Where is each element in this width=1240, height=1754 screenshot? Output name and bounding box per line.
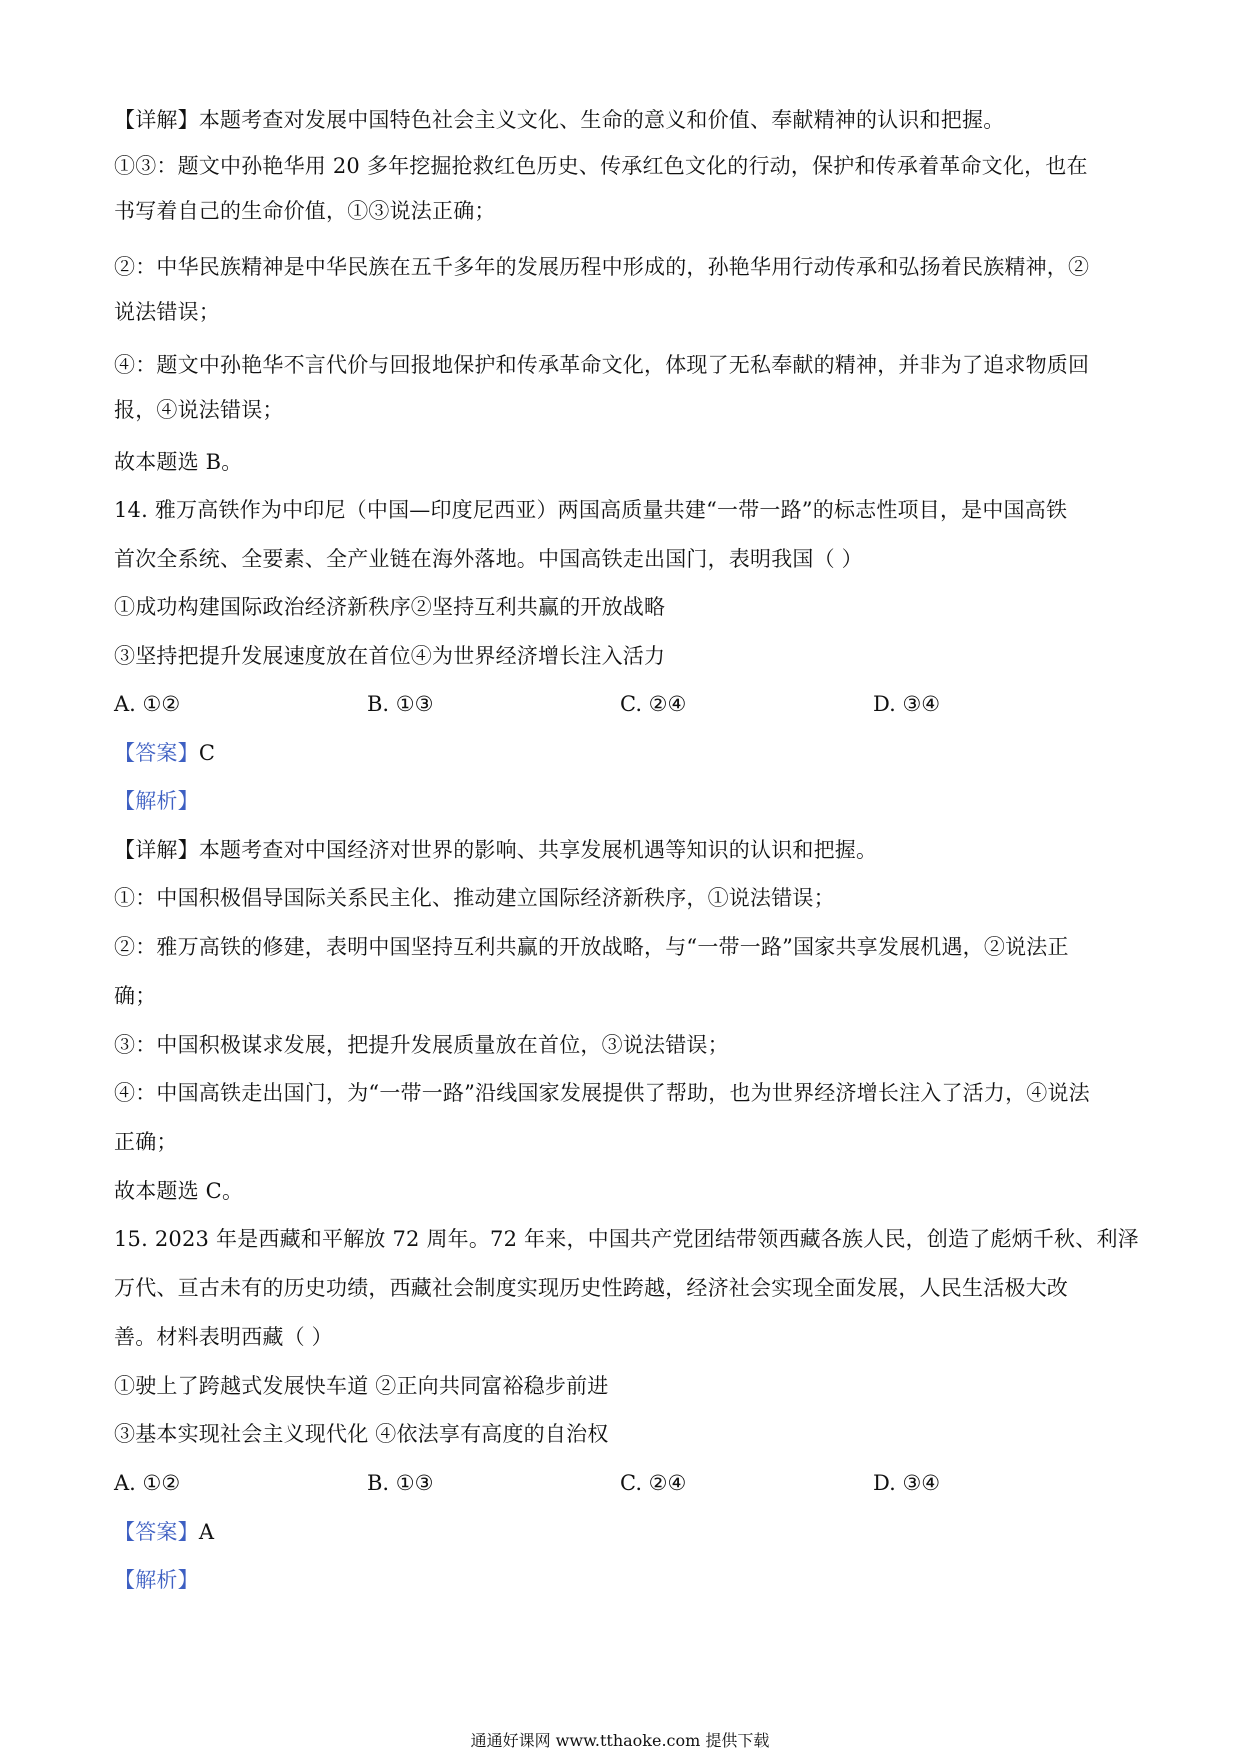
q13-detail-line-3: 书写着自己的生命价值，①③说法正确； [114, 199, 496, 223]
q14-conclusion: 故本题选 C。 [114, 1179, 244, 1203]
q15-items-line-2: ③基本实现社会主义现代化 ④依法享有高度的自治权 [114, 1422, 609, 1446]
q13-detail-line-6: ④：题文中孙艳华不言代价与回报地保护和传承革命文化，体现了无私奉献的精神，并非为了追求物质回 [114, 353, 1090, 377]
q14-option-d: D. ③④ [873, 692, 941, 716]
q14-detail-text: 本题考查对中国经济对世界的影响、共享发展机遇等知识的认识和把握。 [198, 838, 878, 862]
q14-stem-line-2: 首次全系统、全要素、全产业链在海外落地。中国高铁走出国门，表明我国（ ） [114, 547, 863, 571]
answer-tag: 【答案】 [114, 1520, 199, 1544]
q15-option-d: D. ③④ [873, 1471, 941, 1495]
q14-option-a: A. ①② [114, 692, 181, 716]
q14-detail-line-2: ①：中国积极倡导国际关系民主化、推动建立国际经济新秩序，①说法错误； [114, 886, 835, 910]
q15-stem-line-2: 万代、亘古未有的历史功绩，西藏社会制度实现历史性跨越，经济社会实现全面发展，人民生活极大改 [114, 1276, 1068, 1300]
answer-tag: 【答案】 [114, 741, 199, 765]
page-footer: 通通好课网 www.tthaoke.com 提供下载 [470, 1731, 770, 1750]
q15-stem-line-1: 15. 2023 年是西藏和平解放 72 周年。72 年来，中国共产党团结带领西藏各族人民，创造了彪炳千秋、利泽 [114, 1227, 1139, 1251]
q13-detail-text: 本题考查对发展中国特色社会主义文化、生命的意义和价值、奉献精神的认识和把握。 [198, 108, 1005, 132]
q13-conclusion: 故本题选 B。 [114, 450, 243, 474]
q14-options [114, 689, 1144, 719]
q15-analysis-tag: 【解析】 [114, 1568, 199, 1592]
q14-items-line-2: ③坚持把提升发展速度放在首位④为世界经济增长注入活力 [114, 644, 666, 668]
q14-detail-line-4: 确； [114, 984, 157, 1008]
q15-option-c: C. ②④ [620, 1471, 687, 1495]
q14-detail-line-5: ③：中国积极谋求发展，把提升发展质量放在首位，③说法错误； [114, 1033, 729, 1057]
q15-items-line-1: ①驶上了跨越式发展快车道 ②正向共同富裕稳步前进 [114, 1374, 609, 1398]
q13-detail-line-2: ①③：题文中孙艳华用 20 多年挖掘抢救红色历史、传承红色文化的行动，保护和传承着革命文化，也在 [114, 154, 1088, 178]
q14-detail-line-7: 正确； [114, 1130, 178, 1154]
q14-analysis-tag: 【解析】 [114, 789, 199, 813]
q15-options [114, 1468, 1144, 1498]
q14-stem-line-1: 14. 雅万高铁作为中印尼（中国—印度尼西亚）两国高质量共建“一带一路”的标志性项目，是中国高铁 [114, 498, 1068, 522]
q14-option-b: B. ①③ [367, 692, 434, 716]
q15-answer [114, 1517, 1144, 1547]
detail-tag: 【详解】 [114, 838, 199, 862]
q14-detail-line-3: ②：雅万高铁的修建，表明中国坚持互利共赢的开放战略，与“一带一路”国家共享发展机遇，②说法正 [114, 935, 1069, 959]
detail-tag: 【详解】 [114, 108, 199, 132]
answer-value: A [198, 1520, 215, 1544]
q15-option-a: A. ①② [114, 1471, 181, 1495]
q13-detail-line-1 [114, 105, 1144, 135]
q13-detail-line-5: 说法错误； [114, 300, 220, 324]
q13-detail-line-4: ②：中华民族精神是中华民族在五千多年的发展历程中形成的，孙艳华用行动传承和弘扬着民族精神，② [114, 255, 1090, 279]
answer-value: C [198, 741, 216, 765]
q14-items-line-1: ①成功构建国际政治经济新秩序②坚持互利共赢的开放战略 [114, 595, 666, 619]
q14-detail-line-1 [114, 835, 1144, 865]
q14-answer [114, 738, 1144, 768]
q15-stem-line-3: 善。材料表明西藏（ ） [114, 1325, 333, 1349]
q14-option-c: C. ②④ [620, 692, 687, 716]
q13-detail-line-7: 报，④说法错误； [114, 398, 284, 422]
q15-option-b: B. ①③ [367, 1471, 434, 1495]
q14-detail-line-6: ④：中国高铁走出国门，为“一带一路”沿线国家发展提供了帮助，也为世界经济增长注入了活力，④说法 [114, 1081, 1090, 1105]
